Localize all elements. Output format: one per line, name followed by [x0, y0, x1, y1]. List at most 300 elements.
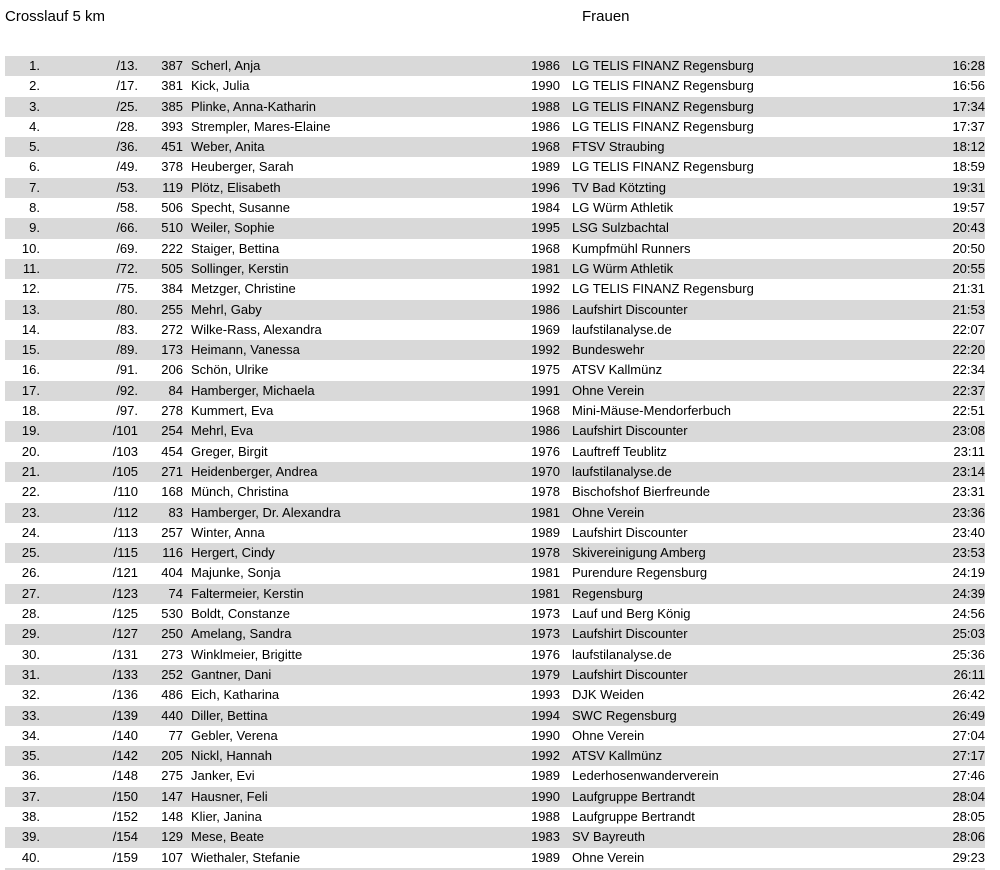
time-cell: 22:07: [952, 321, 985, 337]
category-place-cell: /91.: [116, 362, 138, 378]
athlete-name-cell: Schön, Ulrike: [191, 362, 269, 378]
place-cell: 23.: [21, 504, 40, 520]
athlete-name-cell: Metzger, Christine: [191, 281, 296, 297]
birth-year-cell: 1992: [531, 281, 560, 297]
time-cell: 16:56: [952, 78, 985, 94]
club-cell: Laufshirt Discounter: [572, 626, 688, 642]
result-row: [5, 300, 985, 320]
club-cell: Ohne Verein: [572, 382, 645, 398]
time-cell: 18:12: [952, 139, 985, 155]
place-cell: 20.: [21, 443, 40, 459]
result-row: [5, 685, 985, 705]
club-cell: Laufshirt Discounter: [572, 524, 688, 540]
bib-number-cell: 83: [168, 504, 183, 520]
athlete-name-cell: Majunke, Sonja: [191, 565, 281, 581]
time-cell: 26:49: [952, 707, 985, 723]
birth-year-cell: 1968: [531, 403, 560, 419]
category-place-cell: /103: [112, 443, 138, 459]
bib-number-cell: 387: [161, 58, 183, 73]
athlete-name-cell: Weber, Anita: [191, 139, 265, 155]
bib-number-cell: 278: [161, 403, 183, 419]
bib-number-cell: 378: [161, 159, 183, 175]
birth-year-cell: 1996: [531, 179, 560, 195]
athlete-name-cell: Staiger, Bettina: [191, 240, 280, 256]
bib-number-cell: 404: [161, 565, 183, 581]
time-cell: 23:36: [952, 504, 985, 520]
athlete-name-cell: Boldt, Constanze: [191, 606, 291, 622]
category-place-cell: /58.: [116, 200, 138, 216]
bib-number-cell: 381: [161, 78, 183, 94]
result-row: [5, 218, 985, 238]
result-row: [5, 421, 985, 441]
time-cell: 17:37: [952, 118, 985, 134]
result-row: [5, 503, 985, 523]
category-place-cell: /72.: [116, 260, 138, 276]
athlete-name-cell: Kummert, Eva: [191, 403, 274, 419]
birth-year-cell: 1970: [531, 463, 560, 479]
result-row: [5, 198, 985, 218]
time-cell: 23:40: [952, 524, 985, 540]
time-cell: 22:37: [952, 382, 985, 398]
club-cell: LG TELIS FINANZ Regensburg: [572, 58, 754, 73]
birth-year-cell: 1984: [531, 200, 560, 216]
time-cell: 22:20: [952, 342, 985, 358]
bib-number-cell: 206: [161, 362, 183, 378]
place-cell: 31.: [21, 666, 40, 682]
athlete-name-cell: Klier, Janina: [191, 808, 262, 824]
category-place-cell: /152: [112, 808, 138, 824]
time-cell: 28:06: [952, 829, 985, 845]
place-cell: 32.: [21, 687, 40, 703]
bib-number-cell: 273: [161, 646, 183, 662]
bib-number-cell: 205: [161, 748, 183, 764]
place-cell: 4.: [29, 118, 40, 134]
bib-number-cell: 148: [161, 808, 183, 824]
place-cell: 14.: [21, 321, 40, 337]
athlete-name-cell: Heidenberger, Andrea: [191, 463, 318, 479]
bib-number-cell: 250: [161, 626, 183, 642]
place-cell: 26.: [21, 565, 40, 581]
club-cell: Laufshirt Discounter: [572, 666, 688, 682]
result-row: [5, 76, 985, 96]
birth-year-cell: 1993: [531, 687, 560, 703]
place-cell: 33.: [21, 707, 40, 723]
result-row: [5, 746, 985, 766]
club-cell: Mini-Mäuse-Mendorferbuch: [572, 403, 731, 419]
club-cell: DJK Weiden: [572, 687, 645, 703]
club-cell: Purendure Regensburg: [572, 565, 708, 581]
place-cell: 19.: [21, 423, 40, 439]
birth-year-cell: 1989: [531, 159, 560, 175]
result-row: [5, 563, 985, 583]
category-place-cell: /125: [112, 606, 138, 622]
birth-year-cell: 1995: [531, 220, 560, 236]
athlete-name-cell: Münch, Christina: [191, 484, 289, 500]
bib-number-cell: 252: [161, 666, 183, 682]
place-cell: 40.: [21, 849, 40, 865]
place-cell: 24.: [21, 524, 40, 540]
time-cell: 23:53: [952, 545, 985, 561]
result-row: [5, 766, 985, 786]
bib-number-cell: 275: [161, 768, 183, 784]
bib-number-cell: 255: [161, 301, 183, 317]
time-cell: 23:31: [952, 484, 985, 500]
category-place-cell: /150: [112, 788, 138, 804]
category-place-cell: /28.: [116, 118, 138, 134]
bib-number-cell: 147: [161, 788, 183, 804]
result-row: [5, 523, 985, 543]
category-place-cell: /92.: [116, 382, 138, 398]
event-title: Crosslauf 5 km: [5, 8, 106, 25]
birth-year-cell: 1989: [531, 849, 560, 865]
athlete-name-cell: Heimann, Vanessa: [191, 342, 300, 358]
bib-number-cell: 440: [161, 707, 183, 723]
bib-number-cell: 385: [161, 98, 183, 114]
athlete-name-cell: Winklmeier, Brigitte: [191, 646, 303, 662]
birth-year-cell: 1983: [531, 829, 560, 845]
time-cell: 27:46: [952, 768, 985, 784]
club-cell: Kumpfmühl Runners: [572, 240, 691, 256]
result-row: [5, 543, 985, 563]
athlete-name-cell: Kick, Julia: [191, 78, 250, 94]
time-cell: 18:59: [952, 159, 985, 175]
category-place-cell: /115: [113, 545, 138, 561]
athlete-name-cell: Hergert, Cindy: [191, 545, 275, 561]
place-cell: 10.: [21, 240, 40, 256]
club-cell: Laufshirt Discounter: [572, 301, 688, 317]
birth-year-cell: 1990: [531, 727, 560, 743]
birth-year-cell: 1968: [531, 240, 560, 256]
time-cell: 16:28: [952, 58, 985, 73]
bib-number-cell: 222: [161, 240, 183, 256]
place-cell: 38.: [21, 808, 40, 824]
bib-number-cell: 119: [162, 179, 183, 195]
club-cell: LG TELIS FINANZ Regensburg: [572, 118, 754, 134]
result-row: [5, 706, 985, 726]
time-cell: 24:19: [952, 565, 985, 581]
birth-year-cell: 1981: [531, 585, 560, 601]
bib-number-cell: 129: [161, 829, 183, 845]
bib-number-cell: 173: [161, 342, 183, 358]
athlete-name-cell: Plötz, Elisabeth: [191, 179, 281, 195]
birth-year-cell: 1989: [531, 524, 560, 540]
place-cell: 11.: [22, 260, 40, 276]
place-cell: 22.: [21, 484, 40, 500]
result-row: [5, 482, 985, 502]
result-row: [5, 259, 985, 279]
category-place-cell: /159: [112, 849, 138, 865]
place-cell: 28.: [21, 606, 40, 622]
club-cell: TV Bad Kötzting: [572, 179, 666, 195]
time-cell: 24:39: [952, 585, 985, 601]
athlete-name-cell: Mese, Beate: [191, 829, 264, 845]
athlete-name-cell: Wiethaler, Stefanie: [191, 849, 301, 865]
birth-year-cell: 1986: [531, 118, 560, 134]
time-cell: 21:53: [952, 301, 985, 317]
result-row: [5, 360, 985, 380]
athlete-name-cell: Gebler, Verena: [191, 727, 278, 743]
club-cell: Lederhosenwanderverein: [572, 768, 719, 784]
athlete-name-cell: Scherl, Anja: [191, 58, 261, 73]
time-cell: 26:42: [952, 687, 985, 703]
result-row: [5, 848, 985, 868]
birth-year-cell: 1991: [531, 382, 560, 398]
result-row: [5, 462, 985, 482]
club-cell: Ohne Verein: [572, 504, 645, 520]
birth-year-cell: 1986: [531, 301, 560, 317]
place-cell: 16.: [21, 362, 40, 378]
time-cell: 20:55: [952, 260, 985, 276]
result-row: [5, 807, 985, 827]
category-place-cell: /66.: [116, 220, 138, 236]
time-cell: 25:03: [952, 626, 985, 642]
category-place-cell: /123: [112, 585, 138, 601]
birth-year-cell: 1978: [531, 545, 560, 561]
time-cell: 23:14: [952, 463, 985, 479]
result-row: [5, 665, 985, 685]
bib-number-cell: 384: [161, 281, 183, 297]
bib-number-cell: 107: [161, 849, 183, 865]
category-place-cell: /17.: [116, 78, 138, 94]
athlete-name-cell: Specht, Susanne: [191, 200, 291, 216]
time-cell: 26:11: [953, 666, 985, 682]
category-place-cell: /97.: [116, 403, 138, 419]
time-cell: 23:08: [952, 423, 985, 439]
result-row: [5, 117, 985, 137]
bib-number-cell: 257: [161, 524, 183, 540]
athlete-name-cell: Amelang, Sandra: [191, 626, 292, 642]
club-cell: LG TELIS FINANZ Regensburg: [572, 281, 754, 297]
club-cell: Bischofshof Bierfreunde: [572, 484, 711, 500]
category-place-cell: /131: [112, 646, 138, 662]
club-cell: Ohne Verein: [572, 727, 645, 743]
category-place-cell: /105: [112, 463, 138, 479]
bib-number-cell: 271: [161, 463, 183, 479]
result-row: [5, 584, 985, 604]
result-row: [5, 645, 985, 665]
time-cell: 28:04: [952, 788, 985, 804]
time-cell: 27:04: [952, 727, 985, 743]
birth-year-cell: 1973: [531, 626, 560, 642]
result-row: [5, 827, 985, 847]
time-cell: 19:31: [952, 179, 985, 195]
category-place-cell: /112: [113, 504, 138, 520]
birth-year-cell: 1986: [531, 423, 560, 439]
result-row: [5, 239, 985, 259]
place-cell: 39.: [21, 829, 40, 845]
result-row: [5, 604, 985, 624]
result-row: [5, 178, 985, 198]
birth-year-cell: 1990: [531, 788, 560, 804]
club-cell: Laufgruppe Bertrandt: [572, 788, 695, 804]
result-row: [5, 442, 985, 462]
place-cell: 17.: [21, 382, 40, 398]
place-cell: 34.: [21, 727, 40, 743]
birth-year-cell: 1979: [531, 666, 560, 682]
bib-number-cell: 530: [161, 606, 183, 622]
bib-number-cell: 254: [161, 423, 183, 439]
category-place-cell: /127: [112, 626, 138, 642]
time-cell: 25:36: [952, 646, 985, 662]
place-cell: 35.: [21, 748, 40, 764]
place-cell: 29.: [21, 626, 40, 642]
bib-number-cell: 510: [161, 220, 183, 236]
birth-year-cell: 1992: [531, 748, 560, 764]
results-table: [5, 56, 985, 870]
birth-year-cell: 1994: [531, 707, 560, 723]
category-title: Frauen: [582, 8, 630, 25]
category-place-cell: /154: [112, 829, 138, 845]
birth-year-cell: 1976: [531, 443, 560, 459]
club-cell: LG Würm Athletik: [572, 260, 674, 276]
place-cell: 6.: [29, 159, 40, 175]
club-cell: Laufgruppe Bertrandt: [572, 808, 695, 824]
birth-year-cell: 1975: [531, 362, 560, 378]
athlete-name-cell: Sollinger, Kerstin: [191, 260, 289, 276]
time-cell: 19:57: [952, 200, 985, 216]
club-cell: laufstilanalyse.de: [572, 646, 672, 662]
bib-number-cell: 84: [168, 382, 183, 398]
time-cell: 22:34: [952, 362, 985, 378]
club-cell: Ohne Verein: [572, 849, 645, 865]
result-row: [5, 157, 985, 177]
athlete-name-cell: Hausner, Feli: [191, 788, 268, 804]
place-cell: 27.: [21, 585, 40, 601]
bib-number-cell: 505: [161, 260, 183, 276]
club-cell: LG TELIS FINANZ Regensburg: [572, 98, 754, 114]
club-cell: Regensburg: [572, 585, 643, 601]
athlete-name-cell: Hamberger, Michaela: [191, 382, 315, 398]
bib-number-cell: 506: [161, 200, 183, 216]
birth-year-cell: 1988: [531, 98, 560, 114]
birth-year-cell: 1988: [531, 808, 560, 824]
place-cell: 15.: [21, 342, 40, 358]
category-place-cell: /136: [112, 687, 138, 703]
result-row: [5, 320, 985, 340]
club-cell: SWC Regensburg: [572, 707, 677, 723]
birth-year-cell: 1976: [531, 646, 560, 662]
athlete-name-cell: Nickl, Hannah: [191, 748, 272, 764]
category-place-cell: /139: [112, 707, 138, 723]
place-cell: 37.: [21, 788, 40, 804]
birth-year-cell: 1969: [531, 321, 560, 337]
time-cell: 27:17: [952, 748, 985, 764]
birth-year-cell: 1990: [531, 78, 560, 94]
category-place-cell: /110: [113, 484, 138, 500]
time-cell: 22:51: [952, 403, 985, 419]
time-cell: 21:31: [952, 281, 985, 297]
category-place-cell: /101: [112, 423, 138, 439]
club-cell: laufstilanalyse.de: [572, 321, 672, 337]
category-place-cell: /89.: [116, 342, 138, 358]
bib-number-cell: 168: [161, 484, 183, 500]
athlete-name-cell: Mehrl, Gaby: [191, 301, 262, 317]
place-cell: 25.: [21, 545, 40, 561]
athlete-name-cell: Weiler, Sophie: [191, 220, 275, 236]
result-row: [5, 279, 985, 299]
athlete-name-cell: Strempler, Mares-Elaine: [191, 118, 331, 134]
club-cell: LG TELIS FINANZ Regensburg: [572, 159, 754, 175]
place-cell: 7.: [29, 179, 40, 195]
category-place-cell: /113: [113, 524, 138, 540]
birth-year-cell: 1978: [531, 484, 560, 500]
time-cell: 23:11: [953, 443, 985, 459]
bib-number-cell: 454: [161, 443, 183, 459]
category-place-cell: /83.: [116, 321, 138, 337]
club-cell: SV Bayreuth: [572, 829, 645, 845]
category-place-cell: /53.: [116, 179, 138, 195]
athlete-name-cell: Wilke-Rass, Alexandra: [191, 321, 322, 337]
category-place-cell: /142: [112, 748, 138, 764]
time-cell: 24:56: [952, 606, 985, 622]
athlete-name-cell: Diller, Bettina: [191, 707, 268, 723]
category-place-cell: /133: [112, 666, 138, 682]
club-cell: laufstilanalyse.de: [572, 463, 672, 479]
time-cell: 20:43: [952, 220, 985, 236]
athlete-name-cell: Gantner, Dani: [191, 666, 272, 682]
club-cell: Bundeswehr: [572, 342, 645, 358]
birth-year-cell: 1992: [531, 342, 560, 358]
place-cell: 3.: [29, 98, 40, 114]
club-cell: Laufshirt Discounter: [572, 423, 688, 439]
category-place-cell: /148: [112, 768, 138, 784]
category-place-cell: /49.: [116, 159, 138, 175]
result-row: [5, 56, 985, 76]
club-cell: LG TELIS FINANZ Regensburg: [572, 78, 754, 94]
club-cell: Lauftreff Teublitz: [572, 443, 667, 459]
result-row: [5, 726, 985, 746]
club-cell: Skivereinigung Amberg: [572, 545, 706, 561]
category-place-cell: /75.: [116, 281, 138, 297]
category-place-cell: /13.: [116, 58, 138, 73]
category-place-cell: /36.: [116, 139, 138, 155]
club-cell: LSG Sulzbachtal: [572, 220, 669, 236]
result-row: [5, 340, 985, 360]
athlete-name-cell: Plinke, Anna-Katharin: [191, 98, 317, 114]
place-cell: 36.: [21, 768, 40, 784]
athlete-name-cell: Eich, Katharina: [191, 687, 280, 703]
category-place-cell: /140: [112, 727, 138, 743]
result-row: [5, 381, 985, 401]
time-cell: 29:23: [952, 849, 985, 865]
birth-year-cell: 1968: [531, 139, 560, 155]
athlete-name-cell: Janker, Evi: [191, 768, 255, 784]
result-row: [5, 97, 985, 117]
athlete-name-cell: Greger, Birgit: [191, 443, 268, 459]
birth-year-cell: 1981: [531, 504, 560, 520]
place-cell: 5.: [29, 139, 40, 155]
place-cell: 13.: [21, 301, 40, 317]
athlete-name-cell: Faltermeier, Kerstin: [191, 585, 304, 601]
club-cell: ATSV Kallmünz: [572, 362, 663, 378]
category-place-cell: /69.: [116, 240, 138, 256]
category-place-cell: /80.: [116, 301, 138, 317]
place-cell: 21.: [21, 463, 40, 479]
time-cell: 20:50: [952, 240, 985, 256]
place-cell: 18.: [21, 403, 40, 419]
birth-year-cell: 1989: [531, 768, 560, 784]
athlete-name-cell: Winter, Anna: [191, 524, 265, 540]
place-cell: 12.: [21, 281, 40, 297]
category-place-cell: /25.: [116, 98, 138, 114]
club-cell: ATSV Kallmünz: [572, 748, 663, 764]
bib-number-cell: 74: [168, 585, 183, 601]
place-cell: 9.: [29, 220, 40, 236]
place-cell: 30.: [21, 646, 40, 662]
result-row: [5, 401, 985, 421]
birth-year-cell: 1981: [531, 260, 560, 276]
birth-year-cell: 1986: [531, 58, 560, 73]
